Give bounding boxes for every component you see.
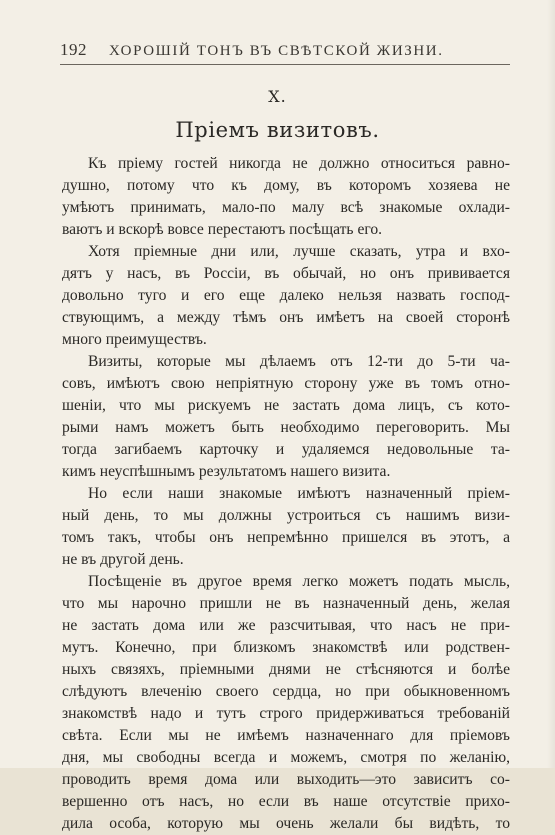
paragraph bbox=[62, 483, 510, 571]
text-line: умѣютъ принимать, мало-по малу всѣ знакомые охлади- bbox=[62, 199, 510, 216]
running-title: ХОРОШІЙ ТОНЪ ВЪ СВѢТСКОЙ ЖИЗНИ. bbox=[109, 43, 444, 59]
text-line: проводить время дома или выходить—это зависитъ со- bbox=[62, 771, 510, 788]
text-line: совъ, имѣютъ свою непріятную сторону уже въ томъ отно- bbox=[62, 375, 510, 392]
text-line: Хотя пріемные дни или, лучше сказать, утра и вхо- bbox=[88, 243, 510, 260]
chapter-title: Пріемъ визитовъ. bbox=[175, 118, 380, 142]
text-line: дня, мы свободны всегда и можемъ, смотря по желанію, bbox=[62, 749, 510, 766]
text-line: Посѣщеніе въ другое время легко можетъ подать мысль, bbox=[88, 573, 510, 590]
text-line: мутъ. Конечно, при близкомъ знакомствѣ или родствен- bbox=[62, 639, 510, 656]
text-line: много преимуществъ. bbox=[62, 331, 207, 348]
text-line: дила особа, которую мы очень желали бы видѣть, то bbox=[62, 815, 510, 832]
header-rule bbox=[60, 64, 510, 65]
text-line: вершенно отъ насъ, но если въ наше отсутствіе прихо- bbox=[62, 793, 510, 810]
text-line: что мы нарочно пришли не въ назначенный день, желая bbox=[62, 595, 510, 612]
text-line: кимъ неуспѣшнымъ результатомъ нашего визита. bbox=[62, 463, 391, 480]
chapter-number: X. bbox=[268, 87, 287, 106]
paragraph bbox=[62, 241, 510, 351]
text-line: не застать дома или же разсчитывая, что насъ не при- bbox=[62, 617, 510, 634]
text-line: ный день, то мы должны устроиться съ нашимъ визи- bbox=[62, 507, 510, 524]
paragraph bbox=[62, 571, 510, 835]
text-line: тогда загибаемъ карточку и удаляемся недовольные та- bbox=[62, 441, 510, 458]
paragraph bbox=[62, 351, 510, 483]
text-line: рыми намъ можетъ быть необходимо переговорить. Мы bbox=[62, 419, 510, 436]
text-line: душно, потому что къ дому, въ которомъ хозяева не bbox=[62, 177, 510, 194]
text-line: знакомствѣ надо и тутъ строго придерживаться требованій bbox=[62, 705, 510, 722]
text-line: не въ другой день. bbox=[62, 551, 184, 568]
running-head bbox=[60, 40, 510, 62]
page-edge-shadow bbox=[547, 0, 555, 768]
text-line: дятъ у насъ, въ Россіи, въ обычай, но онъ прививается bbox=[62, 265, 510, 282]
page-number: 192 bbox=[60, 40, 87, 59]
text-line: слѣдуютъ влеченію своего сердца, но при обыкновенномъ bbox=[62, 683, 510, 700]
paragraph bbox=[62, 153, 510, 241]
text-line: Къ пріему гостей никогда не должно относиться равно- bbox=[88, 155, 510, 172]
text-line: ствующимъ, а между тѣмъ онъ имѣетъ на своей сторонѣ bbox=[62, 309, 510, 326]
text-line: Но если наши знакомые имѣютъ назначенный пріем- bbox=[88, 485, 510, 502]
text-line: довольно туго и его еще далеко нельзя назвать господ- bbox=[62, 287, 510, 304]
body-text bbox=[62, 153, 510, 835]
text-line: шеніи, что мы рискуемъ не застать дома лицъ, съ кото- bbox=[62, 397, 510, 414]
text-line: свѣта. Если мы не имѣемъ назначеннаго для пріемовъ bbox=[62, 727, 510, 744]
text-line: ныхъ связяхъ, пріемными днями не стѣсняются и болѣе bbox=[62, 661, 510, 678]
text-line: Визиты, которые мы дѣлаемъ отъ 12-ти до 5-ти ча- bbox=[88, 353, 510, 370]
text-line: ваютъ и вскорѣ вовсе перестаютъ посѣщать его. bbox=[62, 221, 383, 238]
text-line: томъ такъ, чтобы онъ непремѣнно пришелся въ этотъ, а bbox=[62, 529, 510, 546]
